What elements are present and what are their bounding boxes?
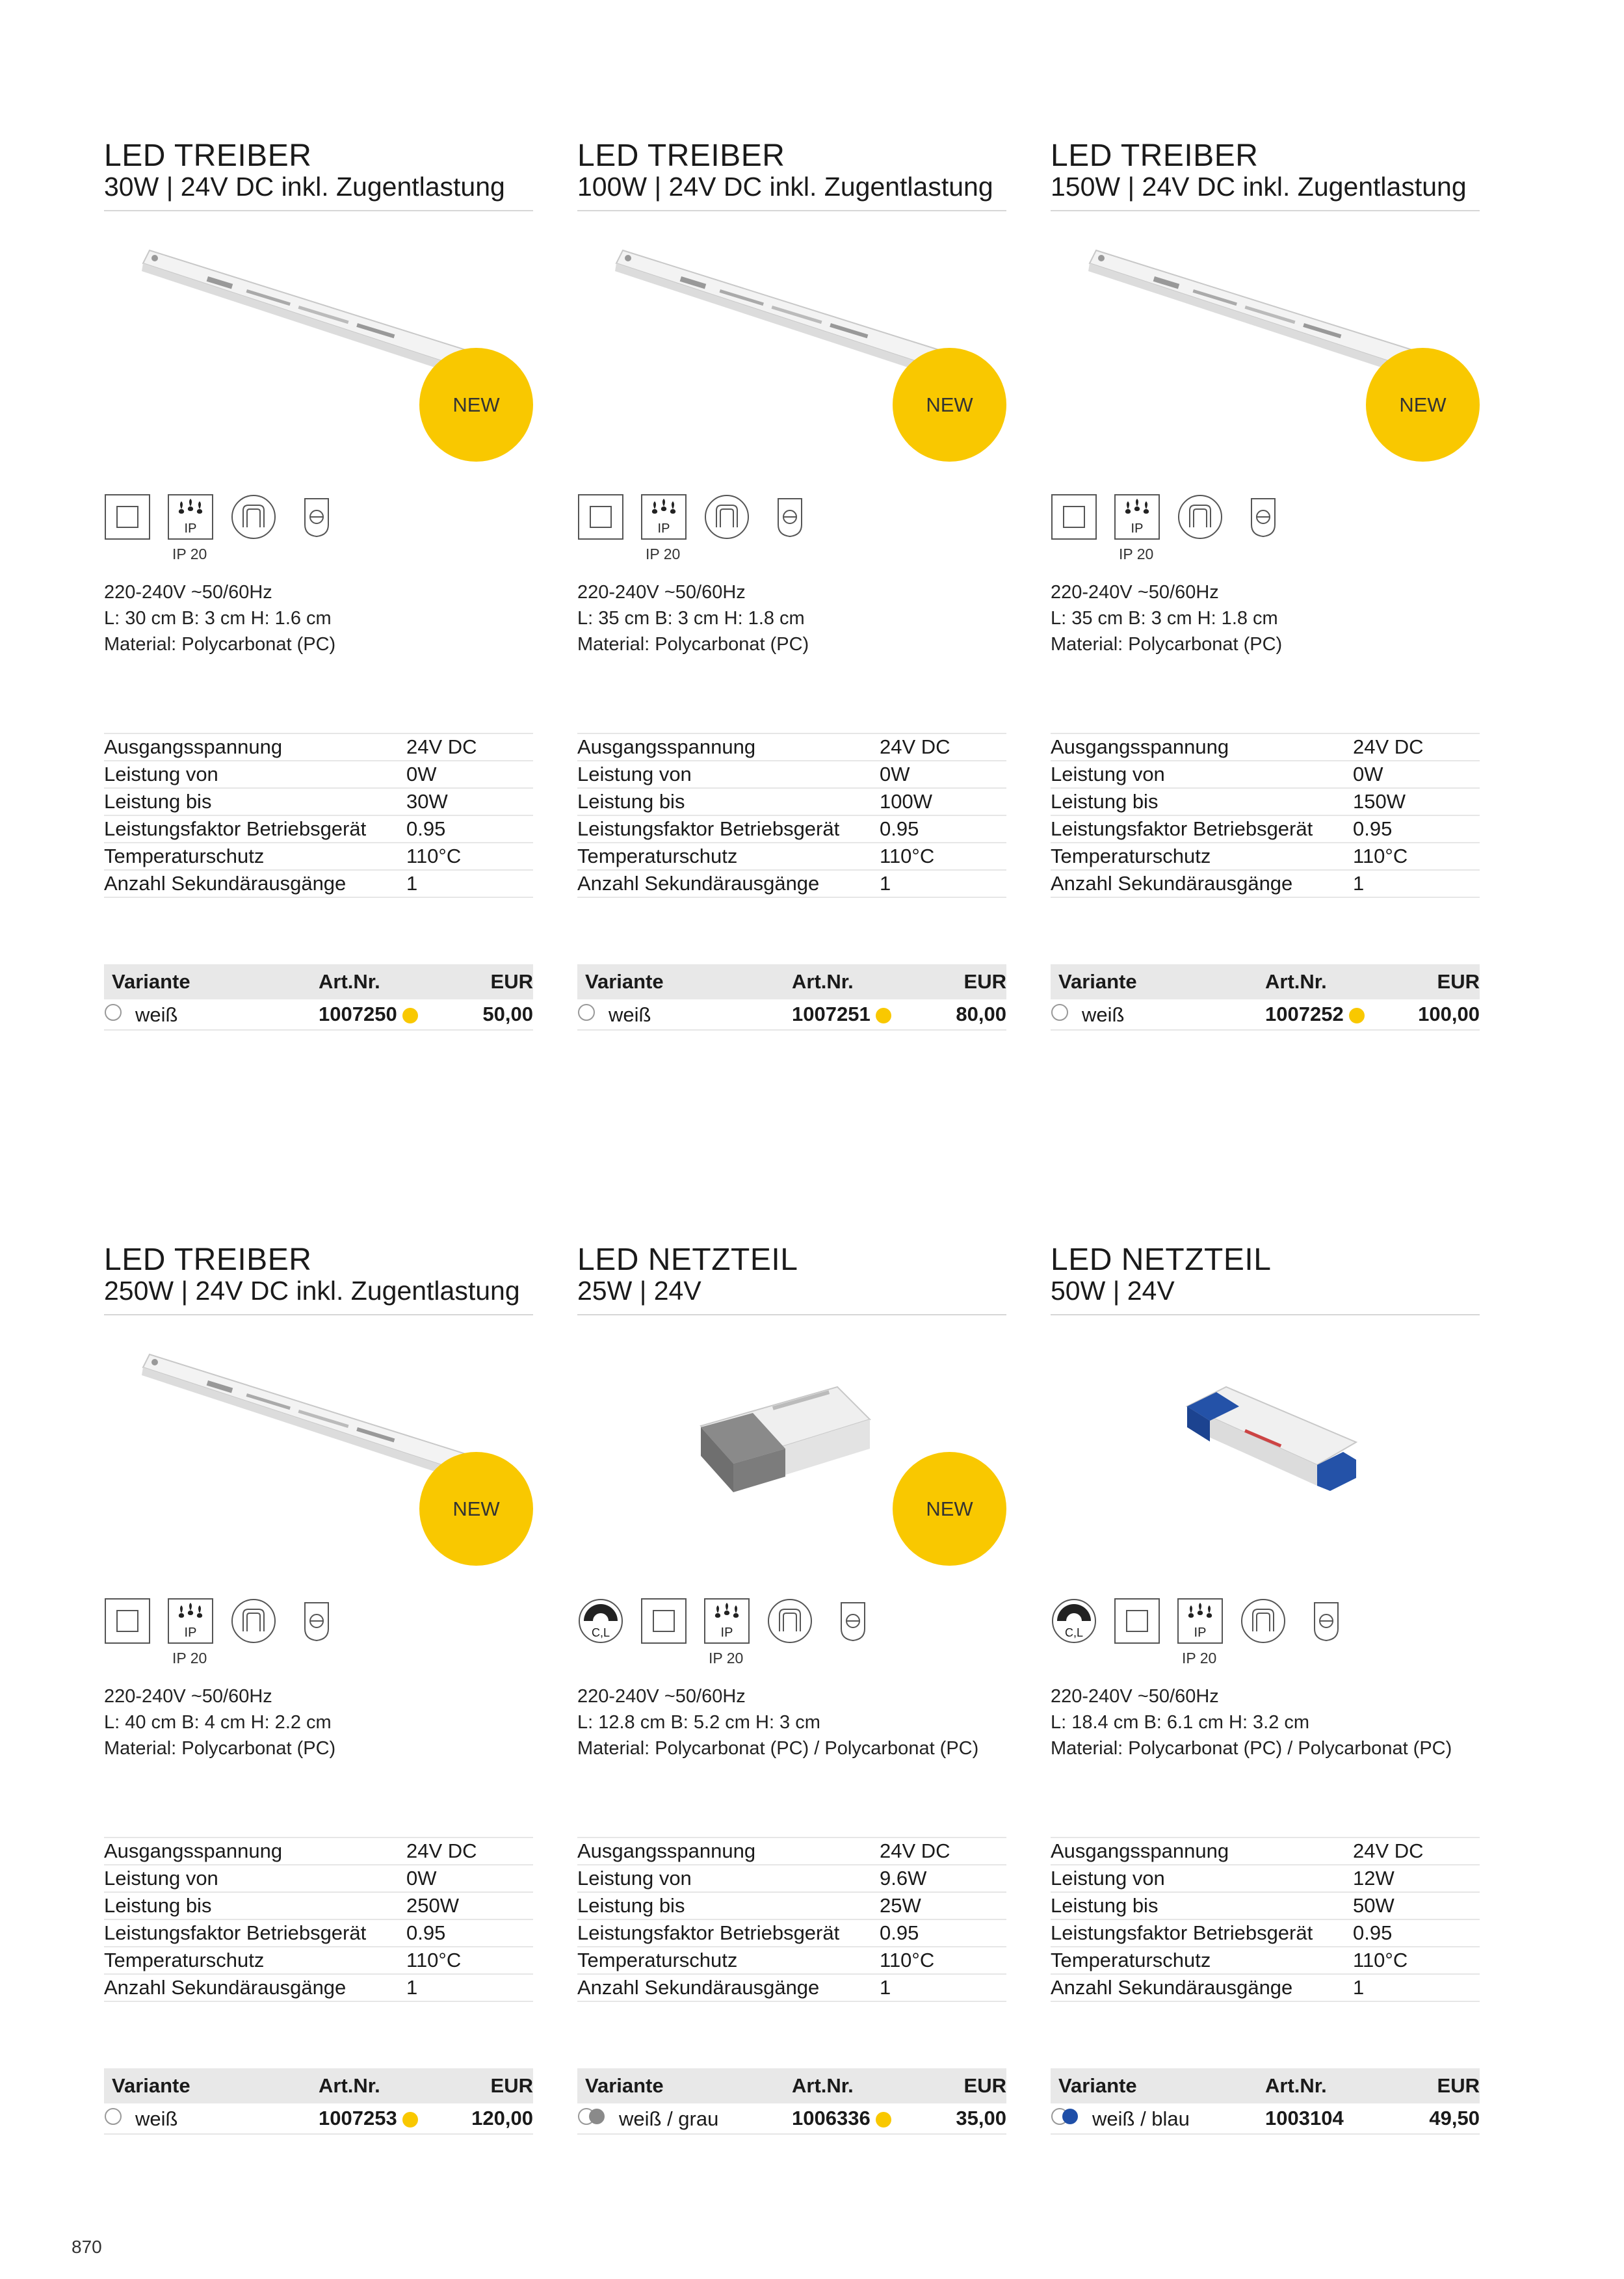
variant-header-row	[577, 964, 1006, 999]
spec-row	[104, 1865, 533, 1892]
spec-value: 250W	[406, 1892, 533, 1919]
spec-label: Leistung bis	[104, 788, 406, 815]
new-badge: NEW	[419, 348, 533, 462]
spec-line: L: 30 cm B: 3 cm H: 1.6 cm	[104, 608, 332, 629]
mounting-icon	[230, 1598, 277, 1644]
variant-name: weiß / blau	[1092, 2107, 1190, 2130]
artnr-column-header: Art.Nr.	[1265, 2068, 1396, 2103]
spec-row	[104, 788, 533, 815]
variant-row	[577, 2103, 1006, 2134]
spec-row	[104, 870, 533, 897]
product-subtitle: 100W | 24V DC inkl. Zugentlastung	[577, 172, 993, 202]
feature-icons	[577, 1598, 1006, 1666]
class2-icon	[104, 1598, 151, 1644]
spec-row	[1051, 1865, 1480, 1892]
spec-label: Anzahl Sekundärausgänge	[577, 1974, 880, 2001]
ip20-drops-icon	[703, 1598, 750, 1644]
class2-icon	[104, 494, 151, 540]
spec-value: 110°C	[406, 843, 533, 870]
variant-table	[577, 2068, 1006, 2135]
spec-row	[577, 761, 1006, 788]
ip20-drops-icon	[640, 494, 687, 540]
spec-table	[1051, 733, 1480, 898]
feature-icons	[1051, 1598, 1480, 1666]
variant-row	[1051, 999, 1480, 1030]
variant-header-row	[1051, 964, 1480, 999]
spec-table	[1051, 1837, 1480, 2002]
spec-row	[577, 870, 1006, 897]
spec-value: 0W	[1353, 761, 1480, 788]
artnr-column-header: Art.Nr.	[319, 2068, 451, 2103]
class2-icon	[1051, 494, 1097, 540]
class2-icon	[577, 494, 624, 540]
spec-row	[1051, 870, 1480, 897]
product-card	[577, 140, 1006, 1102]
spec-label: Ausgangsspannung	[104, 1838, 406, 1865]
spec-value: 24V DC	[880, 1838, 1006, 1865]
price: 80,00	[934, 999, 1006, 1030]
spec-value: 24V DC	[880, 733, 1006, 761]
variant-table	[577, 964, 1006, 1031]
spec-row	[577, 788, 1006, 815]
spec-label: Temperaturschutz	[104, 1947, 406, 1974]
spec-row	[1051, 843, 1480, 870]
spec-lines	[104, 1683, 533, 1761]
spec-value: 0.95	[880, 815, 1006, 843]
product-subtitle: 50W | 24V	[1051, 1276, 1175, 1306]
spec-label: Temperaturschutz	[577, 843, 880, 870]
new-badge: NEW	[893, 348, 1006, 462]
spec-line: Material: Polycarbonat (PC)	[104, 1738, 336, 1759]
spec-value: 1	[406, 1974, 533, 2001]
new-badge: NEW	[893, 1452, 1006, 1566]
ip-rating-label: IP 20	[1119, 546, 1154, 562]
feature-icons	[1051, 494, 1480, 562]
spec-value: 24V DC	[1353, 1838, 1480, 1865]
spec-row	[1051, 788, 1480, 815]
spec-value: 110°C	[406, 1947, 533, 1974]
spec-value: 0W	[406, 761, 533, 788]
article-number: 1007250	[319, 1003, 397, 1025]
cl-dimming-icon	[1051, 1598, 1097, 1644]
spec-label: Leistungsfaktor Betriebsgerät	[104, 815, 406, 843]
color-swatch-icon	[577, 1003, 596, 1027]
variant-row	[577, 999, 1006, 1030]
spec-row	[577, 1865, 1006, 1892]
color-swatch-icon	[577, 2107, 606, 2131]
svg-text:IP: IP	[657, 521, 670, 536]
new-dot-icon	[876, 2112, 891, 2128]
strain-relief-icon	[830, 1598, 876, 1644]
spec-lines	[1051, 1683, 1480, 1761]
spec-line: Material: Polycarbonat (PC)	[1051, 634, 1283, 655]
product-image	[1051, 211, 1480, 484]
spec-label: Anzahl Sekundärausgänge	[104, 1974, 406, 2001]
currency-column-header: EUR	[934, 964, 1006, 999]
spec-row	[104, 843, 533, 870]
product-image	[104, 211, 533, 484]
spec-lines	[577, 579, 1006, 657]
spec-value: 1	[880, 870, 1006, 897]
spec-value: 9.6W	[880, 1865, 1006, 1892]
spec-line: 220-240V ~50/60Hz	[1051, 582, 1219, 603]
spec-label: Leistung von	[1051, 1865, 1353, 1892]
spec-label: Leistungsfaktor Betriebsgerät	[577, 815, 880, 843]
variant-column-header: Variante	[577, 964, 792, 999]
ip20-drops-icon	[167, 494, 214, 540]
variant-row	[1051, 2103, 1480, 2134]
spec-label: Leistung von	[104, 761, 406, 788]
class2-icon	[1114, 1598, 1160, 1644]
spec-value: 24V DC	[1353, 733, 1480, 761]
spec-value: 50W	[1353, 1892, 1480, 1919]
strain-relief-icon	[1303, 1598, 1350, 1644]
ip20-drops-icon	[1177, 1598, 1224, 1644]
mounting-icon	[703, 494, 750, 540]
product-card	[1051, 140, 1480, 1102]
variant-table	[104, 964, 533, 1031]
spec-line: 220-240V ~50/60Hz	[577, 582, 746, 603]
product-title: LED TREIBER	[104, 1243, 312, 1277]
spec-value: 100W	[880, 788, 1006, 815]
spec-row	[1051, 1892, 1480, 1919]
variant-name: weiß	[135, 1003, 178, 1026]
spec-label: Leistungsfaktor Betriebsgerät	[577, 1919, 880, 1947]
svg-text:IP: IP	[1194, 1626, 1207, 1640]
spec-row	[104, 1974, 533, 2001]
artnr-column-header: Art.Nr.	[792, 2068, 934, 2103]
spec-value: 24V DC	[406, 1838, 533, 1865]
product-card	[104, 140, 533, 1102]
spec-row	[104, 1947, 533, 1974]
spec-value: 0W	[880, 761, 1006, 788]
product-title: LED NETZTEIL	[1051, 1243, 1272, 1277]
new-badge: NEW	[1366, 348, 1480, 462]
spec-label: Temperaturschutz	[104, 843, 406, 870]
spec-label: Leistung bis	[104, 1892, 406, 1919]
spec-label: Leistung bis	[577, 788, 880, 815]
spec-value: 110°C	[1353, 1947, 1480, 1974]
spec-label: Leistung bis	[577, 1892, 880, 1919]
feature-icons	[104, 1598, 533, 1666]
spec-value: 110°C	[1353, 843, 1480, 870]
spec-row	[577, 843, 1006, 870]
spec-row	[104, 761, 533, 788]
product-card	[577, 1244, 1006, 2206]
spec-row	[577, 733, 1006, 761]
variant-column-header: Variante	[577, 2068, 792, 2103]
currency-column-header: EUR	[1398, 964, 1480, 999]
spec-lines	[577, 1683, 1006, 1761]
product-card	[104, 1244, 533, 2206]
product-title: LED NETZTEIL	[577, 1243, 798, 1277]
product-title: LED TREIBER	[1051, 138, 1259, 173]
spec-row	[1051, 733, 1480, 761]
spec-value: 0.95	[1353, 815, 1480, 843]
spec-line: 220-240V ~50/60Hz	[104, 582, 272, 603]
product-image	[1051, 1315, 1480, 1588]
spec-label: Leistung von	[104, 1865, 406, 1892]
variant-table	[1051, 964, 1480, 1031]
new-badge: NEW	[419, 1452, 533, 1566]
new-dot-icon	[876, 1008, 891, 1023]
spec-label: Temperaturschutz	[1051, 1947, 1353, 1974]
feature-icons	[577, 494, 1006, 562]
spec-row	[577, 1947, 1006, 1974]
price: 35,00	[934, 2103, 1006, 2134]
spec-label: Anzahl Sekundärausgänge	[577, 870, 880, 897]
spec-value: 0.95	[406, 815, 533, 843]
strain-relief-icon	[293, 494, 340, 540]
price: 120,00	[451, 2103, 533, 2134]
spec-label: Ausgangsspannung	[104, 733, 406, 761]
currency-column-header: EUR	[934, 2068, 1006, 2103]
variant-column-header: Variante	[104, 2068, 319, 2103]
spec-row	[577, 1919, 1006, 1947]
spec-label: Leistung bis	[1051, 788, 1353, 815]
variant-column-header: Variante	[1051, 964, 1265, 999]
spec-table	[104, 1837, 533, 2002]
spec-value: 0.95	[880, 1919, 1006, 1947]
class2-icon	[640, 1598, 687, 1644]
variant-header-row	[577, 2068, 1006, 2103]
spec-label: Leistungsfaktor Betriebsgerät	[1051, 815, 1353, 843]
new-dot-icon	[402, 2112, 418, 2128]
spec-row	[577, 815, 1006, 843]
spec-label: Leistung von	[577, 1865, 880, 1892]
ip-rating-label: IP 20	[172, 1650, 207, 1666]
spec-line: Material: Polycarbonat (PC) / Polycarbonat (PC)	[1051, 1738, 1452, 1759]
product-image	[577, 1315, 1006, 1588]
ip-rating-label: IP 20	[709, 1650, 744, 1666]
new-dot-icon	[1349, 1008, 1365, 1023]
spec-line: Material: Polycarbonat (PC)	[577, 634, 809, 655]
color-swatch-icon	[1051, 1003, 1069, 1027]
spec-table	[577, 733, 1006, 898]
spec-label: Leistung bis	[1051, 1892, 1353, 1919]
artnr-column-header: Art.Nr.	[1265, 964, 1398, 999]
svg-text:IP: IP	[1131, 521, 1144, 536]
spec-line: 220-240V ~50/60Hz	[577, 1686, 746, 1707]
spec-value: 110°C	[880, 843, 1006, 870]
variant-name: weiß	[1082, 1003, 1125, 1026]
product-subtitle: 30W | 24V DC inkl. Zugentlastung	[104, 172, 505, 202]
color-swatch-icon	[1051, 2107, 1079, 2131]
currency-column-header: EUR	[461, 964, 533, 999]
variant-row	[104, 2103, 533, 2134]
ip20-drops-icon	[1114, 494, 1160, 540]
spec-value: 25W	[880, 1892, 1006, 1919]
spec-line: L: 40 cm B: 4 cm H: 2.2 cm	[104, 1712, 332, 1733]
strain-relief-icon	[766, 494, 813, 540]
spec-row	[577, 1838, 1006, 1865]
spec-label: Leistung von	[1051, 761, 1353, 788]
variant-header-row	[1051, 2068, 1480, 2103]
spec-line: L: 18.4 cm B: 6.1 cm H: 3.2 cm	[1051, 1712, 1310, 1733]
spec-label: Ausgangsspannung	[1051, 1838, 1353, 1865]
spec-value: 150W	[1353, 788, 1480, 815]
spec-value: 0.95	[1353, 1919, 1480, 1947]
spec-row	[1051, 1974, 1480, 2001]
mounting-icon	[766, 1598, 813, 1644]
variant-column-header: Variante	[104, 964, 319, 999]
spec-row	[104, 733, 533, 761]
ip20-drops-icon	[167, 1598, 214, 1644]
article-number: 1003104	[1265, 2107, 1344, 2129]
article-number: 1007253	[319, 2107, 397, 2129]
price: 49,50	[1396, 2103, 1480, 2134]
spec-row	[1051, 761, 1480, 788]
strain-relief-icon	[1240, 494, 1287, 540]
spec-value: 30W	[406, 788, 533, 815]
currency-column-header: EUR	[1396, 2068, 1480, 2103]
spec-value: 1	[1353, 1974, 1480, 2001]
variant-name: weiß / grau	[619, 2107, 719, 2130]
spec-row	[104, 1919, 533, 1947]
price: 100,00	[1398, 999, 1480, 1030]
variant-name: weiß	[135, 2107, 178, 2130]
spec-value: 24V DC	[406, 733, 533, 761]
color-swatch-icon	[104, 2107, 122, 2131]
cl-label: C,L	[1064, 1626, 1083, 1639]
spec-label: Leistungsfaktor Betriebsgerät	[104, 1919, 406, 1947]
spec-value: 12W	[1353, 1865, 1480, 1892]
spec-value: 1	[880, 1974, 1006, 2001]
artnr-column-header: Art.Nr.	[792, 964, 934, 999]
variant-table	[104, 2068, 533, 2135]
variant-row	[104, 999, 533, 1030]
spec-line: 220-240V ~50/60Hz	[1051, 1686, 1219, 1707]
spec-line: L: 12.8 cm B: 5.2 cm H: 3 cm	[577, 1712, 820, 1733]
product-image	[104, 1315, 533, 1588]
color-swatch-icon	[104, 1003, 122, 1027]
price: 50,00	[461, 999, 533, 1030]
spec-row	[1051, 1919, 1480, 1947]
spec-value: 110°C	[880, 1947, 1006, 1974]
spec-line: L: 35 cm B: 3 cm H: 1.8 cm	[577, 608, 805, 629]
mounting-icon	[1240, 1598, 1287, 1644]
spec-label: Anzahl Sekundärausgänge	[104, 870, 406, 897]
cl-dimming-icon	[577, 1598, 624, 1644]
spec-table	[577, 1837, 1006, 2002]
spec-line: L: 35 cm B: 3 cm H: 1.8 cm	[1051, 608, 1278, 629]
spec-lines	[104, 579, 533, 657]
svg-text:IP: IP	[184, 1626, 197, 1640]
mounting-icon	[230, 494, 277, 540]
product-subtitle: 250W | 24V DC inkl. Zugentlastung	[104, 1276, 520, 1306]
product-title: LED TREIBER	[577, 138, 785, 173]
spec-row	[104, 1838, 533, 1865]
cl-label: C,L	[591, 1626, 610, 1639]
spec-label: Anzahl Sekundärausgänge	[1051, 870, 1353, 897]
variant-name: weiß	[609, 1003, 651, 1026]
spec-row	[577, 1974, 1006, 2001]
spec-label: Anzahl Sekundärausgänge	[1051, 1974, 1353, 2001]
product-subtitle: 25W | 24V	[577, 1276, 701, 1306]
spec-value: 0.95	[406, 1919, 533, 1947]
variant-table	[1051, 2068, 1480, 2135]
spec-label: Leistung von	[577, 761, 880, 788]
spec-line: Material: Polycarbonat (PC)	[104, 634, 336, 655]
product-image	[577, 211, 1006, 484]
spec-row	[577, 1892, 1006, 1919]
spec-row	[104, 1892, 533, 1919]
ip-rating-label: IP 20	[646, 546, 681, 562]
variant-header-row	[104, 2068, 533, 2103]
spec-value: 1	[406, 870, 533, 897]
spec-value: 0W	[406, 1865, 533, 1892]
spec-row	[1051, 1947, 1480, 1974]
article-number: 1006336	[792, 2107, 871, 2129]
spec-line: Material: Polycarbonat (PC) / Polycarbonat (PC)	[577, 1738, 979, 1759]
spec-label: Temperaturschutz	[1051, 843, 1353, 870]
mounting-icon	[1177, 494, 1224, 540]
ip-rating-label: IP 20	[1182, 1650, 1217, 1666]
currency-column-header: EUR	[451, 2068, 533, 2103]
variant-header-row	[104, 964, 533, 999]
product-card	[1051, 1244, 1480, 2206]
spec-label: Ausgangsspannung	[1051, 733, 1353, 761]
feature-icons	[104, 494, 533, 562]
spec-label: Temperaturschutz	[577, 1947, 880, 1974]
spec-label: Ausgangsspannung	[577, 1838, 880, 1865]
variant-column-header: Variante	[1051, 2068, 1265, 2103]
spec-row	[1051, 1838, 1480, 1865]
product-title: LED TREIBER	[104, 138, 312, 173]
new-dot-icon	[402, 1008, 418, 1023]
strain-relief-icon	[293, 1598, 340, 1644]
ip-rating-label: IP 20	[172, 546, 207, 562]
spec-value: 1	[1353, 870, 1480, 897]
spec-line: 220-240V ~50/60Hz	[104, 1686, 272, 1707]
page-number: 870	[72, 2237, 102, 2257]
svg-text:IP: IP	[720, 1626, 733, 1640]
spec-row	[1051, 815, 1480, 843]
spec-lines	[1051, 579, 1480, 657]
spec-label: Ausgangsspannung	[577, 733, 880, 761]
svg-text:IP: IP	[184, 521, 197, 536]
artnr-column-header: Art.Nr.	[319, 964, 461, 999]
spec-label: Leistungsfaktor Betriebsgerät	[1051, 1919, 1353, 1947]
spec-row	[104, 815, 533, 843]
article-number: 1007252	[1265, 1003, 1344, 1025]
spec-table	[104, 733, 533, 898]
article-number: 1007251	[792, 1003, 871, 1025]
product-subtitle: 150W | 24V DC inkl. Zugentlastung	[1051, 172, 1467, 202]
